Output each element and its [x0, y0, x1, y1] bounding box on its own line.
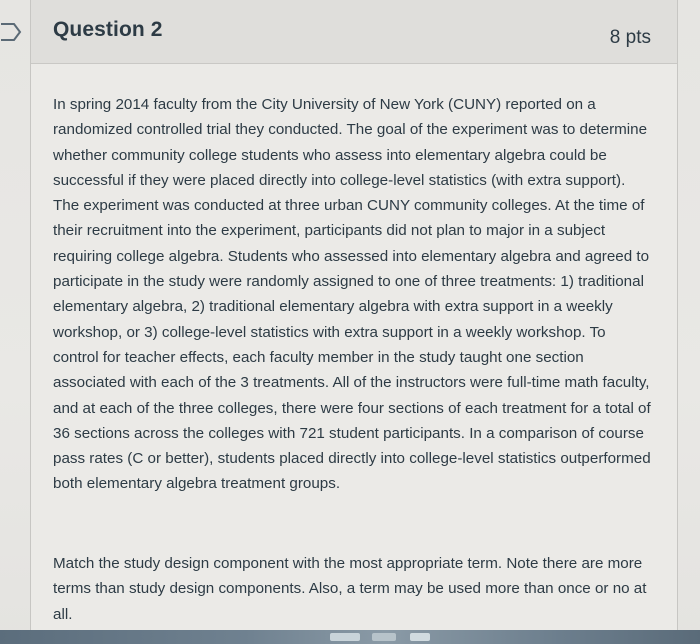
bottom-bar-segment — [372, 633, 396, 641]
question-title: Question 2 — [53, 18, 163, 41]
question-header — [31, 0, 677, 64]
question-card — [30, 0, 678, 630]
question-text: In spring 2014 faculty from the City University of New York (CUNY) reported on a randomized controlled trial they conducted. The goal of the experiment was to determine whether community college students who assess into elementary algebra could be successful if they were placed directly into college-level statistics (with extra support). The experiment was conducted at three urban CUNY community colleges. At the time of their recruitment into the experiment, participants did not plan to major in a subject requiring college algebra. Students who assessed into elementary algebra and agreed to participate in the study were randomly assigned to one of three treatments: 1) traditional elementary algebra, 2) traditional elementary algebra with extra support in a weekly workshop, or 3) college-level statistics with extra support in a weekly workshop. To control for teacher effects, each faculty member in the study taught one section associated with each of the 3 treatments. All of the instructors were full-time math faculty, and at each of the three colleges, there were four sections of each treatment for a total of 36 sections across the colleges with 721 student participants. In a comparison of course pass rates (C or better), students placed directly into college-level statistics outperformed both elementary algebra treatment groups. — [53, 96, 651, 493]
bottom-bar-segment — [410, 633, 430, 641]
arrow-right-icon — [0, 22, 22, 42]
instruction-text: Match the study design component with the most appropriate term. Note there are more terms than study design components. Also, a term may be used more than once or no at all. — [53, 555, 647, 623]
question-points: 8 pts — [609, 27, 651, 48]
bottom-bar-segment — [330, 633, 360, 641]
bottom-bar — [0, 630, 700, 644]
